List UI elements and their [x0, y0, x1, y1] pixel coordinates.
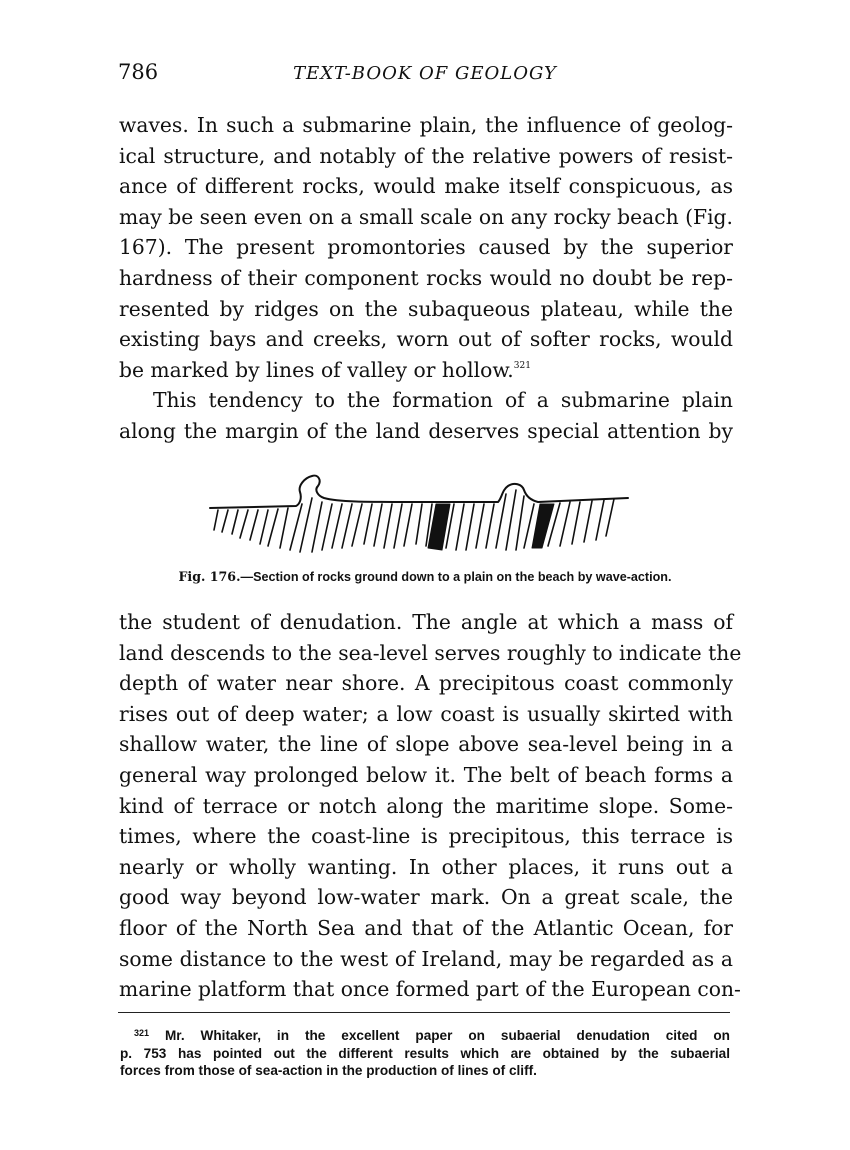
- text-line: hardness of their component rocks would no doubt be rep-: [119, 265, 733, 290]
- footnote-divider: [118, 1012, 730, 1013]
- text-line: general way prolonged below it. The belt of beach forms a: [119, 762, 733, 787]
- text-line: existing bays and creeks, worn out of softer rocks, would: [119, 327, 733, 352]
- text-line: depth of water near shore. A precipitous coast commonly: [119, 671, 733, 696]
- footnote-line-content: Mr. Whitaker, in the excellent paper on subaerial denudation cited on: [149, 1028, 730, 1043]
- paragraph-denudation: [119, 607, 742, 1005]
- text-line: kind of terrace or notch along the maritime slope. Some-: [119, 793, 733, 818]
- footnote-number: 321: [134, 1028, 150, 1038]
- text-line: land descends to the sea-level serves roughly to indicate the: [119, 640, 742, 665]
- text-line: may be seen even on a small scale on any rocky beach (Fig.: [119, 204, 733, 229]
- footnote-line: [120, 1025, 730, 1045]
- text-line: along the margin of the land deserves special attention by: [119, 418, 733, 443]
- text-line: rises out of deep water; a low coast is usually skirted with: [119, 701, 733, 726]
- text-line: resented by ridges on the subaqueous plateau, while the: [119, 296, 733, 321]
- footnote-line: p. 753 has pointed out the different results which are obtained by the subaerial: [120, 1045, 730, 1061]
- text-line: shallow water, the line of slope above sea-level being in a: [119, 732, 733, 757]
- text-line: the student of denudation. The angle at which a mass of: [119, 610, 733, 634]
- footnote: [120, 1025, 730, 1080]
- text-line: ical structure, and notably of the relative powers of resist-: [119, 143, 733, 168]
- text-line: waves. In such a submarine plain, the influence of geolog-: [119, 113, 733, 137]
- text-line: some distance to the west of Ireland, may be regarded as a: [119, 946, 733, 971]
- text-line: nearly or wholly wanting. In other places, it runs out a: [119, 854, 733, 879]
- figure-caption-text: —Section of rocks ground down to a plain on the beach by wave-action.: [240, 570, 672, 584]
- figure-caption: [0, 569, 850, 584]
- footnote-reference: 321: [513, 360, 531, 371]
- footnote-line: forces from those of sea-action in the production of lines of cliff.: [120, 1063, 537, 1078]
- figure-label: Fig. 176.: [178, 569, 241, 584]
- text-line: times, where the coast-line is precipitous, this terrace is: [119, 824, 733, 849]
- text-line: This tendency to the formation of a submarine plain: [153, 388, 733, 412]
- text-line: marine platform that once formed part of the European con-: [119, 977, 741, 1002]
- paragraph-continuation: [119, 110, 733, 385]
- text-line: floor of the North Sea and that of the Atlantic Ocean, for: [119, 915, 733, 940]
- text-line: good way beyond low-water mark. On a great scale, the: [119, 885, 733, 910]
- rock-section-figure: [208, 468, 638, 558]
- running-title: TEXT-BOOK OF GEOLOGY: [293, 63, 557, 84]
- text-line: 167). The present promontories caused by the superior: [119, 235, 733, 260]
- text-line: ance of different rocks, would make itself conspicuous, as: [119, 174, 733, 199]
- text-line: [119, 355, 733, 386]
- text-line-content: be marked by lines of valley or hollow.: [119, 357, 514, 382]
- paragraph-tendency: [119, 385, 733, 446]
- page-number: 786: [118, 60, 159, 84]
